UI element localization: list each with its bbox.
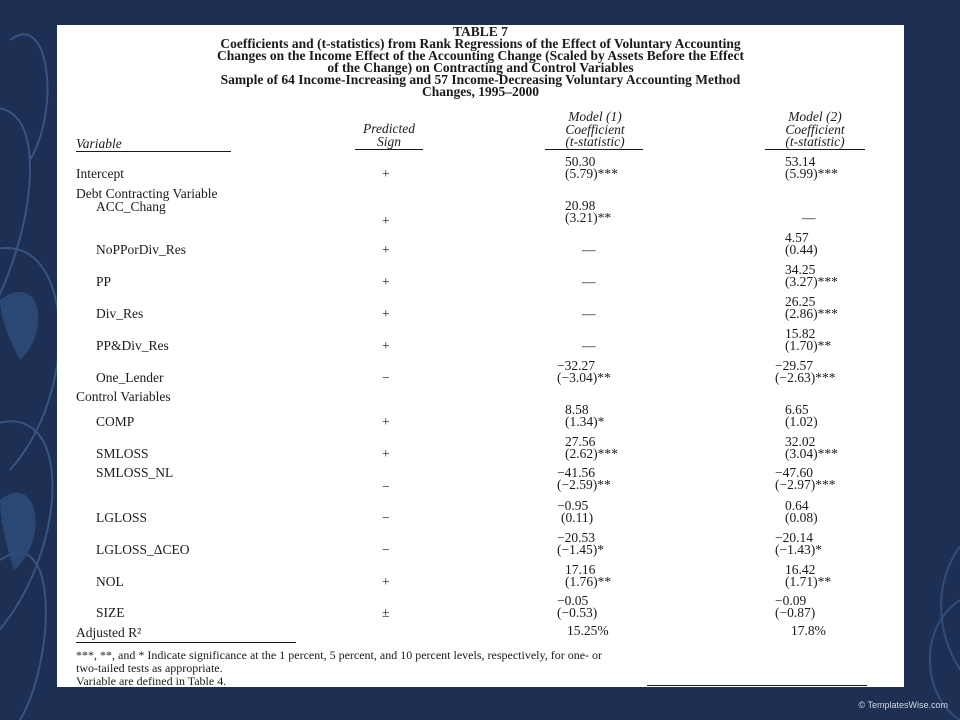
row-label: LGLOSS (96, 510, 148, 525)
header-variable: Variable (76, 136, 122, 151)
row-label: ACC_Chang (96, 199, 166, 214)
header-rule (545, 149, 643, 150)
row-label: COMP (96, 414, 135, 429)
row-label: LGLOSS_ΔCEO (96, 542, 190, 557)
adjusted-r2-label: Adjusted R² (76, 625, 142, 640)
m1-dash: — (582, 274, 596, 289)
header-predicted: Predicted Sign (363, 121, 415, 149)
row-label: One_Lender (96, 370, 164, 385)
footnote: ***, **, and * Indicate significance at the 1 percent, 5 percent, and 10 percent levels, respectively, for one- or (76, 648, 603, 662)
row-label: SIZE (96, 605, 125, 620)
m1-coefficient: −0.05 (557, 593, 589, 608)
m2-coefficient: 32.02 (785, 434, 816, 449)
adjusted-r2-model-1: 15.25% (567, 623, 609, 638)
m1-dash: — (582, 338, 596, 353)
m1-dash: — (582, 306, 596, 321)
m1-t-statistic: (3.21)** (565, 210, 612, 225)
row-sign: + (382, 306, 390, 321)
table-title-line: of the Change) on Contracting and Control Variables (327, 60, 634, 75)
m2-t-statistic: (−2.97)*** (775, 477, 836, 492)
row-sign: + (382, 414, 390, 429)
m2-coefficient: 34.25 (785, 262, 816, 277)
m1-coefficient: −20.53 (557, 530, 595, 545)
section-header: Debt Contracting Variable (76, 186, 218, 201)
row-sign: + (382, 242, 390, 257)
m1-coefficient: 20.98 (565, 198, 596, 213)
m1-t-statistic: (5.79)*** (565, 166, 618, 181)
row-sign: + (382, 446, 390, 461)
m2-t-statistic: (−2.63)*** (775, 370, 836, 385)
m1-t-statistic: (−1.45)* (557, 542, 604, 557)
adjusted-r2-model-2: 17.8% (791, 623, 826, 638)
row-label: SMLOSS_NL (96, 465, 174, 480)
row-sign: + (382, 213, 390, 228)
table-title-line: Changes on the Income Effect of the Accounting Change (Scaled by Assets Before the Effect (217, 48, 744, 63)
m1-coefficient: 17.16 (565, 562, 596, 577)
m1-t-statistic: (1.76)** (565, 574, 612, 589)
row-label: Intercept (76, 166, 124, 181)
row-sign: − (382, 370, 390, 385)
header-rule (355, 149, 423, 150)
row-label: Div_Res (96, 306, 144, 321)
footnote: Variable are defined in Table 4. (76, 674, 227, 688)
m1-coefficient: 27.56 (565, 434, 596, 449)
m1-coefficient: 8.58 (565, 402, 589, 417)
footnote-rule (76, 642, 296, 643)
m2-coefficient: 0.64 (785, 498, 809, 513)
header-model-1: Model (1) Coefficient (t-statistic) (565, 109, 625, 149)
m2-coefficient: 53.14 (785, 154, 816, 169)
header-rule (76, 151, 231, 152)
row-label: PP&Div_Res (96, 338, 169, 353)
m2-t-statistic: (0.08) (785, 510, 818, 525)
m1-t-statistic: (−3.04)** (557, 370, 611, 385)
m2-t-statistic: (3.27)*** (785, 274, 838, 289)
m1-t-statistic: (−0.53) (557, 605, 598, 620)
table-title-line: Sample of 64 Income-Increasing and 57 Income-Decreasing Voluntary Accounting Method (220, 72, 741, 87)
m2-coefficient: 4.57 (785, 230, 809, 245)
m2-coefficient: −20.14 (775, 530, 813, 545)
footnote: two-tailed tests as appropriate. (76, 661, 223, 675)
branding-text: © TemplatesWise.com (858, 700, 948, 710)
m2-coefficient: −29.57 (775, 358, 813, 373)
m1-coefficient: −41.56 (557, 465, 595, 480)
m2-coefficient: 15.82 (785, 326, 816, 341)
m2-t-statistic: (2.86)*** (785, 306, 838, 321)
row-label: NoPPorDiv_Res (96, 242, 187, 257)
m2-t-statistic: (1.70)** (785, 338, 832, 353)
m1-coefficient: 50.30 (565, 154, 596, 169)
row-sign: + (382, 338, 390, 353)
m2-coefficient: 26.25 (785, 294, 816, 309)
m1-coefficient: −0.95 (557, 498, 589, 513)
m2-t-statistic: (1.02) (785, 414, 818, 429)
m1-dash: — (582, 242, 596, 257)
row-sign: ± (382, 605, 390, 620)
row-label: SMLOSS (96, 446, 149, 461)
header-rule (765, 149, 865, 150)
m2-t-statistic: (0.44) (785, 242, 818, 257)
row-sign: − (382, 542, 390, 557)
bottom-rule (647, 685, 867, 686)
row-label: NOL (96, 574, 124, 589)
m2-coefficient: 6.65 (785, 402, 809, 417)
m2-coefficient: −0.09 (775, 593, 807, 608)
row-label: PP (96, 274, 112, 289)
m1-t-statistic: (0.11) (561, 510, 594, 525)
row-sign: − (382, 510, 390, 525)
m1-t-statistic: (−2.59)** (557, 477, 611, 492)
m2-coefficient: 16.42 (785, 562, 816, 577)
header-model-2: Model (2) Coefficient (t-statistic) (785, 109, 845, 149)
m2-t-statistic: (−1.43)* (775, 542, 822, 557)
m2-coefficient: −47.60 (775, 465, 813, 480)
m2-t-statistic: (−0.87) (775, 605, 816, 620)
row-sign: + (382, 274, 390, 289)
m2-t-statistic: (3.04)*** (785, 446, 838, 461)
m1-coefficient: −32.27 (557, 358, 595, 373)
m2-t-statistic: (5.99)*** (785, 166, 838, 181)
table-title-line: Coefficients and (t-statistics) from Rank Regressions of the Effect of Voluntary Accounting (220, 36, 741, 51)
m2-dash: — (802, 210, 816, 225)
table-title-line: Changes, 1995–2000 (421, 84, 539, 99)
row-sign: − (382, 479, 390, 494)
m2-t-statistic: (1.71)** (785, 574, 832, 589)
row-sign: + (382, 166, 390, 181)
row-sign: + (382, 574, 390, 589)
section-header: Control Variables (76, 389, 171, 404)
m1-t-statistic: (1.34)* (565, 414, 605, 429)
table-number: TABLE 7 (453, 24, 508, 39)
m1-t-statistic: (2.62)*** (565, 446, 618, 461)
table-document (57, 25, 904, 687)
